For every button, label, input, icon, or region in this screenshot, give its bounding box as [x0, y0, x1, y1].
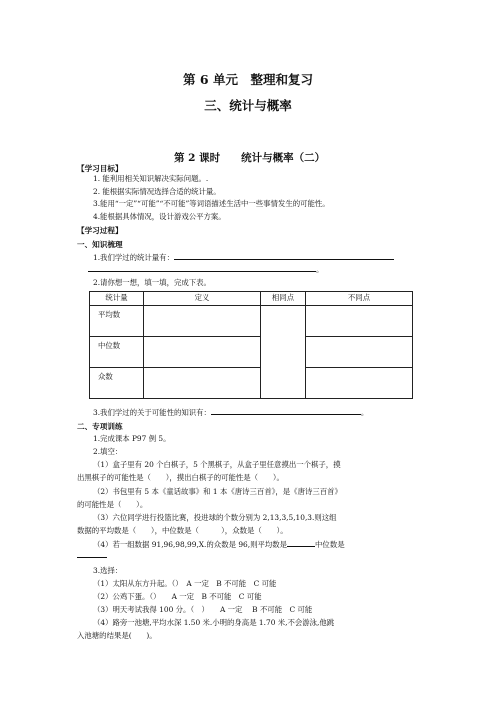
fill-4-line-1: [93, 539, 345, 550]
table-header: 统计量: [90, 292, 144, 306]
table-row-label: 中位数: [90, 337, 144, 368]
goal-item: 1. 能利用相关知识解决实际问题。.: [93, 174, 209, 183]
answer-blank: [77, 550, 107, 558]
question-1-text: 1.我们学过的统计量有：: [93, 253, 174, 262]
choice-3: （3）明天考试我得 100 分。（ ） A 一定 B 不可能 C 可能: [93, 605, 313, 614]
choice-2: （2）公鸡下蛋。（） A 一定 B 不可能 C 可能: [93, 592, 262, 601]
answer-blank: [88, 264, 316, 272]
question-3: [93, 407, 368, 418]
exercise-2: 2.填空：: [93, 447, 123, 456]
section-title: 三、统计与概率: [204, 98, 292, 113]
fill-1-line-1: （1）盒子里有 20 个白棋子，5 个黑棋子，从盒子里任意摸出一个棋子，摸: [93, 460, 341, 469]
process-heading: 【学习过程】: [77, 226, 123, 235]
question-3-text: 3.我们学过的关于可能性的知识有：: [93, 408, 211, 417]
question-1-cont: [88, 264, 323, 275]
table-cell-blank: [306, 306, 413, 337]
table-header: 不同点: [306, 292, 413, 306]
table-cell-blank: [306, 337, 413, 368]
table-row: [90, 306, 413, 337]
question-3-end: 。: [360, 408, 369, 417]
table-cell-blank: [261, 306, 306, 399]
table-row-label: 平均数: [90, 306, 144, 337]
question-2: 2.请你想一想，填一填，完成下表。: [93, 278, 211, 287]
fill-3-line-2: 数据的平均数是（ ），中位数是（ ），众数是（ ）。: [77, 526, 288, 535]
choice-1: （1）太阳从东方升起。（） A 一定 B 不可能 C 可能: [93, 579, 277, 588]
statistics-table: [89, 291, 413, 399]
goal-item: 4.能根据具体情况，设计游戏公平方案。: [93, 212, 226, 221]
lesson-title: 第 2 课时 统计与概率（二）: [174, 152, 326, 164]
goals-heading: 【学习目标】: [77, 164, 123, 173]
goal-item: 2. 能根据实际情况选择合适的统计量。: [93, 187, 221, 196]
fill-2-line-2: 的可能性是（ ）。: [77, 500, 148, 509]
part1-title: 一、知识梳理: [77, 240, 123, 249]
question-1: [93, 252, 394, 263]
question-1-end: 。: [316, 265, 324, 274]
goal-item: 3.能用“一定”“可能”“不可能”等词语描述生活中一些事情发生的可能性。: [93, 199, 330, 208]
unit-title: 第 6 单元 整理和复习: [183, 72, 313, 87]
fill-3-line-1: （3）六位同学进行投篮比赛，投进球的个数分别为 2,13,3,5,10,3.则这组: [93, 513, 337, 522]
table-header: 相同点: [261, 292, 306, 306]
table-cell-blank: [144, 306, 261, 337]
part2-title: 二、专项训练: [77, 422, 123, 431]
exercise-3: 3.选择：: [93, 566, 123, 575]
fill-1-line-2: 出黑棋子的可能性是（ ），摸出白棋子的可能性是（ ）。: [77, 473, 284, 482]
answer-blank: [174, 252, 394, 260]
exercise-1: 1.完成课本 P97 例 5。: [93, 434, 171, 443]
table-cell-blank: [306, 368, 413, 399]
table-row: [90, 368, 413, 399]
choice-4-line-2: 入池塘的结果是( )。: [77, 631, 157, 640]
fill-4-line-2: [77, 550, 107, 561]
table-header-row: [90, 292, 413, 306]
choice-4-line-1: （4）路旁一池塘,平均水深 1.50 米.小明的身高是 1.70 米,不会游泳,他跳: [93, 618, 335, 627]
table-cell-blank: [144, 337, 261, 368]
fill-4-text: （4）若一组数据 91,96,98,99,X.的众数是 96,则平均数是: [93, 540, 288, 549]
table-row: [90, 337, 413, 368]
answer-blank: [287, 539, 315, 547]
answer-blank: [211, 407, 361, 415]
fill-2-line-1: （2）书包里有 5 本《童话故事》和 1 本《唐诗三百首》，是《唐诗三百首》: [93, 487, 342, 496]
table-row-label: 众数: [90, 368, 144, 399]
fill-4-text-2: 中位数是: [315, 540, 345, 549]
table-header: 定义: [144, 292, 261, 306]
table-cell-blank: [144, 368, 261, 399]
